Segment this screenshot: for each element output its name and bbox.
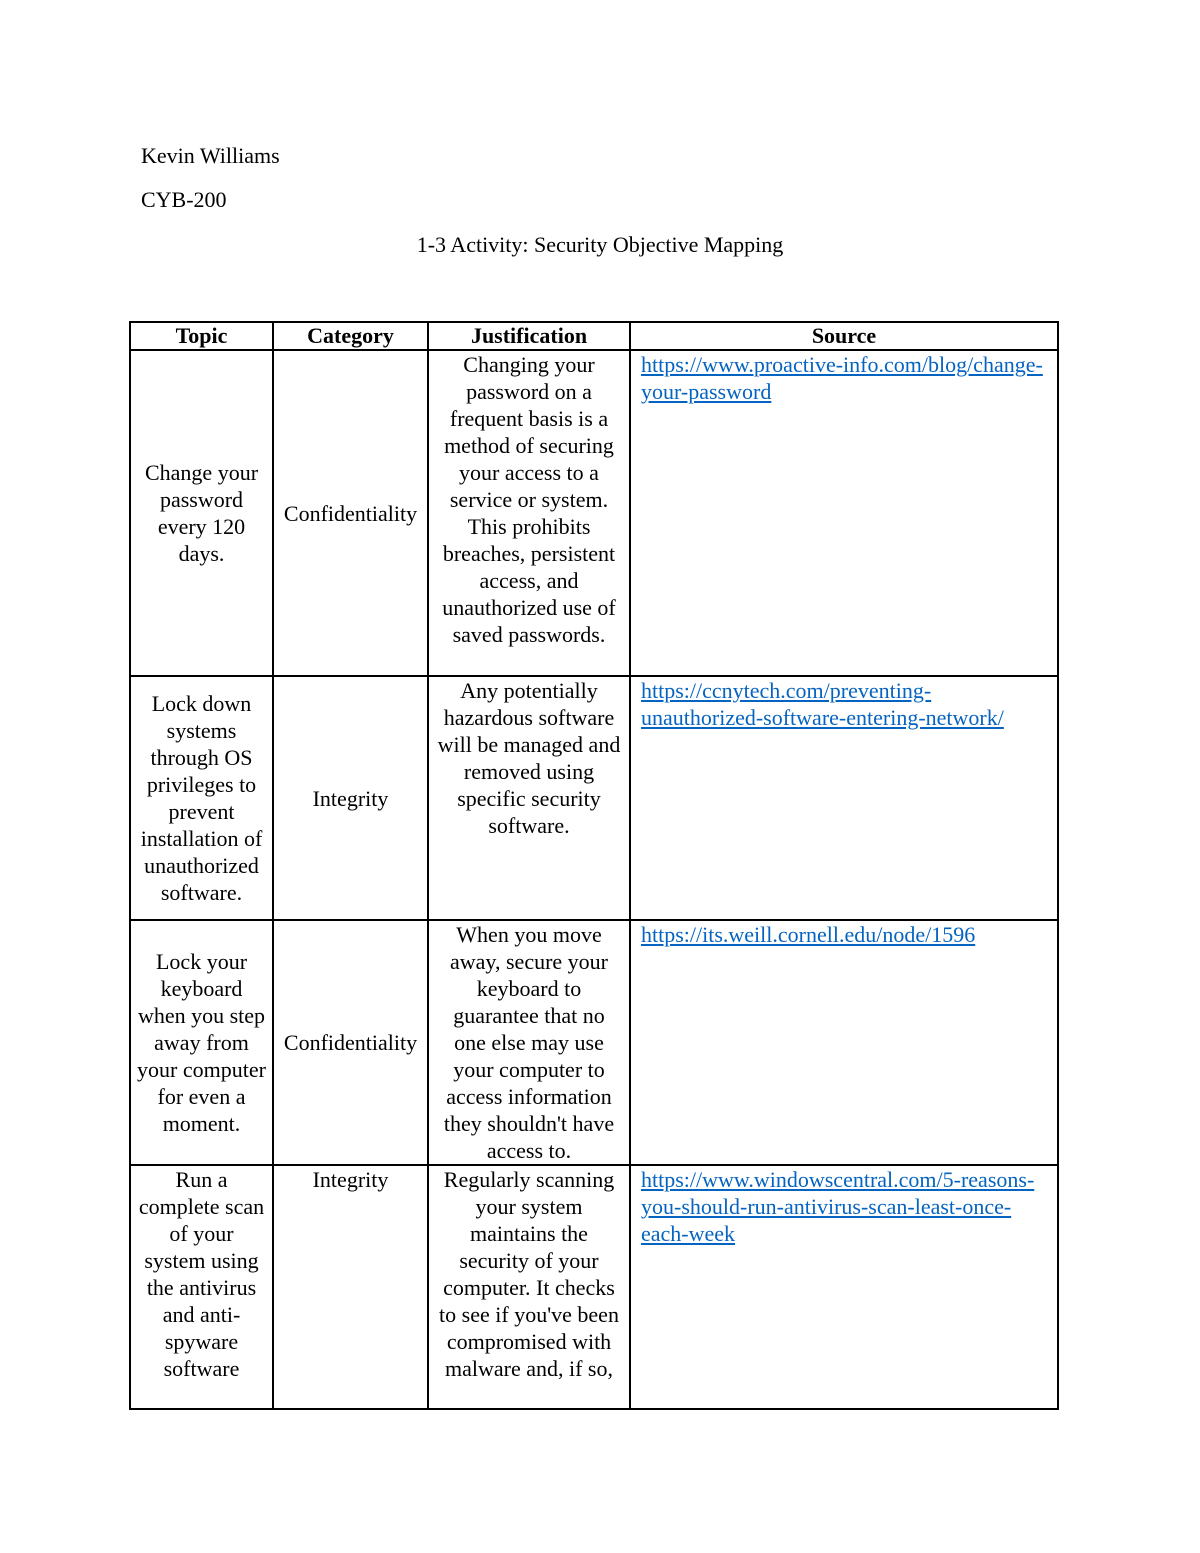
course-code: CYB-200 xyxy=(141,187,227,212)
table-row xyxy=(130,920,1058,1165)
table-row xyxy=(130,350,1058,676)
category-cell: Integrity xyxy=(273,1165,428,1409)
source-cell xyxy=(630,920,1058,1165)
justification-cell: When you move away, secure your keyboard to guarantee that no one else may use your computer to access information they shouldn't have access to. xyxy=(428,920,630,1165)
source-cell xyxy=(630,676,1058,920)
source-link[interactable]: https://ccnytech.com/preventing-unauthorized-software-entering-network/ xyxy=(641,678,1004,730)
topic-cell: Run a complete scan of your system using the antivirus and anti-spyware software xyxy=(130,1165,273,1409)
table-row xyxy=(130,676,1058,920)
justification-cell: Any potentially hazardous software will be managed and removed using specific security software. xyxy=(428,676,630,920)
source-cell xyxy=(630,1165,1058,1409)
source-link[interactable]: https://www.proactive-info.com/blog/change-your-password xyxy=(641,352,1043,404)
topic-cell: Change your password every 120 days. xyxy=(130,350,273,676)
document-title: 1-3 Activity: Security Objective Mapping xyxy=(416,232,784,257)
category-cell: Confidentiality xyxy=(273,350,428,676)
source-link[interactable]: https://www.windowscentral.com/5-reasons-you-should-run-antivirus-scan-least-once-each-week xyxy=(641,1167,1035,1246)
source-cell xyxy=(630,350,1058,676)
author-name: Kevin Williams xyxy=(141,143,280,168)
table-header-row xyxy=(130,322,1058,350)
category-cell: Confidentiality xyxy=(273,920,428,1165)
justification-cell: Regularly scanning your system maintains the security of your computer. It checks to see if you've been compromised with malware and, if so, xyxy=(428,1165,630,1409)
header-source: Source xyxy=(630,322,1058,350)
table-row xyxy=(130,1165,1058,1409)
topic-cell: Lock your keyboard when you step away from your computer for even a moment. xyxy=(130,920,273,1165)
header-category: Category xyxy=(273,322,428,350)
category-cell: Integrity xyxy=(273,676,428,920)
security-objective-table xyxy=(129,321,1059,1410)
justification-cell: Changing your password on a frequent basis is a method of securing your access to a service or system. This prohibits breaches, persistent access, and unauthorized use of saved passwords. xyxy=(428,350,630,676)
topic-cell: Lock down systems through OS privileges to prevent installation of unauthorized software. xyxy=(130,676,273,920)
source-link[interactable]: https://its.weill.cornell.edu/node/1596 xyxy=(641,922,976,947)
header-justification: Justification xyxy=(428,322,630,350)
header-topic: Topic xyxy=(130,322,273,350)
